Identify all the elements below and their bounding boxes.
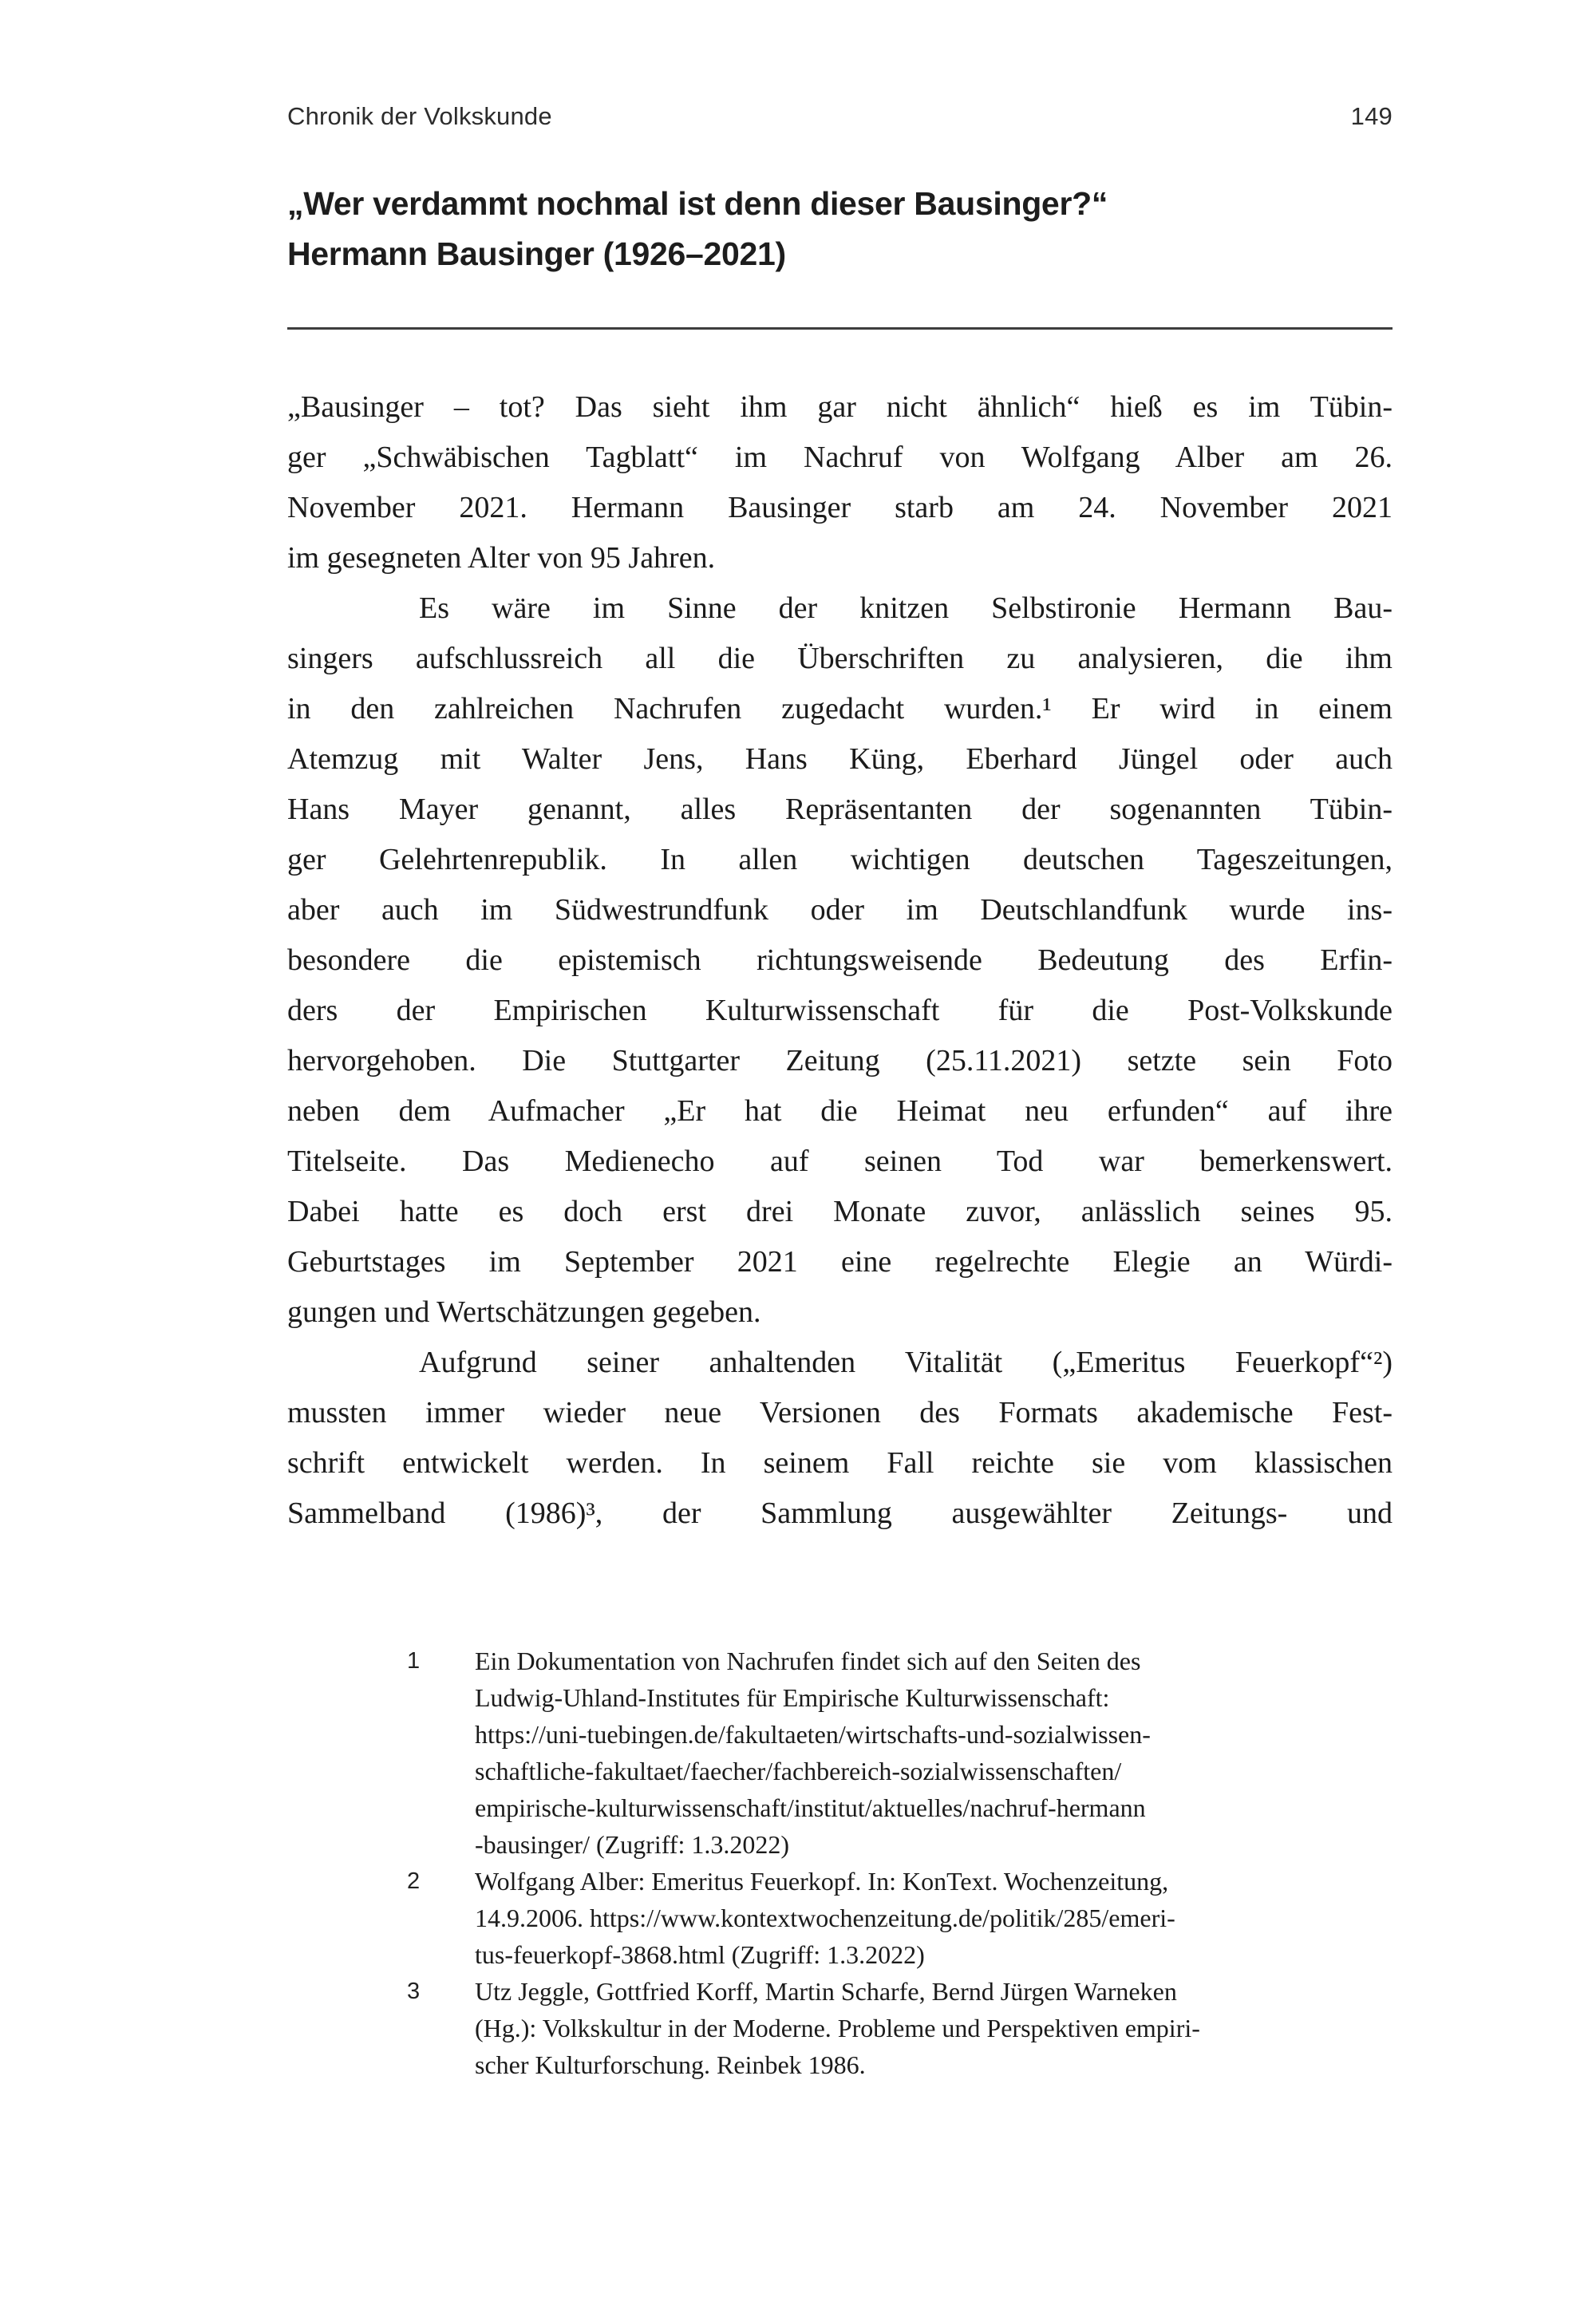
body-line: Geburtstages im September 2021 eine regelrechte Elegie an Würdi-: [287, 1245, 1393, 1279]
footnotes-section: [407, 1643, 1396, 2083]
body-line: hervorgehoben. Die Stuttgarter Zeitung (25.11.2021) setzte sein Foto: [287, 1044, 1393, 1077]
footnote-item: [407, 1643, 1396, 1863]
body-line: Sammelband (1986)³, der Sammlung ausgewählter Zeitungs- und: [287, 1497, 1393, 1530]
footnote-line: -bausinger/ (Zugriff: 1.3.2022): [475, 1830, 789, 1859]
body-line: „Bausinger – tot? Das sieht ihm gar nicht ähnlich“ hieß es im Tübin-: [287, 390, 1393, 424]
page-number: 149: [1350, 102, 1393, 130]
footnote-line: https://uni-tuebingen.de/fakultaeten/wirtschafts-und-sozialwissen-: [475, 1720, 1151, 1749]
footnote-text: [475, 1863, 1393, 1973]
body-line: singers aufschlussreich all die Überschriften zu analysieren, die ihm: [287, 642, 1393, 675]
body-text: [287, 382, 1393, 1539]
body-line: in den zahlreichen Nachrufen zugedacht wurden.¹ Er wird in einem: [287, 692, 1393, 726]
footnote-item: [407, 1863, 1396, 1973]
body-line: mussten immer wieder neue Versionen des Formats akademische Fest-: [287, 1396, 1393, 1429]
footnote-item: [407, 1973, 1396, 2083]
body-line: Aufgrund seiner anhaltenden Vitalität („Emeritus Feuerkopf“²): [419, 1346, 1393, 1379]
body-line: schrift entwickelt werden. In seinem Fall reichte sie vom klassischen: [287, 1446, 1393, 1480]
body-paragraph: [287, 382, 1393, 583]
body-line: Dabei hatte es doch erst drei Monate zuvor, anlässlich seines 95.: [287, 1195, 1393, 1228]
body-line: ger Gelehrtenrepublik. In allen wichtigen deutschen Tageszeitungen,: [287, 843, 1393, 876]
footnote-number: 1: [407, 1648, 421, 1674]
body-line: Es wäre im Sinne der knitzen Selbstironie Hermann Bau-: [419, 591, 1393, 625]
body-paragraph: [287, 1338, 1393, 1539]
footnote-text: [475, 1973, 1393, 2083]
title-separator-rule: [287, 327, 1393, 330]
footnote-line: Ein Dokumentation von Nachrufen findet sich auf den Seiten des: [475, 1647, 1141, 1675]
footnote-line: scher Kulturforschung. Reinbek 1986.: [475, 2050, 866, 2079]
chapter-title-line-1: „Wer verdammt nochmal ist denn dieser Bausinger?“: [287, 185, 1108, 222]
body-line: Hans Mayer genannt, alles Repräsentanten der sogenannten Tübin-: [287, 793, 1393, 826]
footnote-line: Utz Jeggle, Gottfried Korff, Martin Scharfe, Bernd Jürgen Warneken: [475, 1977, 1177, 2006]
footnote-line: schaftliche-fakultaet/faecher/fachbereich-sozialwissenschaften/: [475, 1757, 1122, 1785]
body-line: ger „Schwäbischen Tagblatt“ im Nachruf von Wolfgang Alber am 26.: [287, 441, 1393, 474]
chapter-title: [287, 179, 1393, 279]
body-line: ders der Empirischen Kulturwissenschaft für die Post-Volkskunde: [287, 994, 1393, 1027]
chapter-title-line-2: Hermann Bausinger (1926–2021): [287, 235, 786, 272]
body-paragraph: [287, 583, 1393, 1338]
footnote-number: 2: [407, 1868, 421, 1894]
footnote-number: 3: [407, 1979, 421, 2004]
body-line: besondere die epistemisch richtungsweisende Bedeutung des Erfin-: [287, 943, 1393, 977]
footnote-line: 14.9.2006. https://www.kontextwochenzeitung.de/politik/285/emeri-: [475, 1904, 1175, 1932]
footnote-line: tus-feuerkopf-3868.html (Zugriff: 1.3.2022): [475, 1940, 925, 1969]
body-line: Titelseite. Das Medienecho auf seinen Tod war bemerkenswert.: [287, 1145, 1393, 1178]
body-line: November 2021. Hermann Bausinger starb am 24. November 2021: [287, 491, 1393, 524]
footnote-line: Ludwig-Uhland-Institutes für Empirische Kulturwissenschaft:: [475, 1683, 1110, 1712]
body-line: im gesegneten Alter von 95 Jahren.: [287, 541, 716, 575]
running-head: Chronik der Volkskunde: [287, 102, 552, 130]
footnote-line: Wolfgang Alber: Emeritus Feuerkopf. In: KonText. Wochenzeitung,: [475, 1867, 1169, 1896]
body-line: Atemzug mit Walter Jens, Hans Küng, Eberhard Jüngel oder auch: [287, 742, 1393, 776]
footnote-text: [475, 1643, 1393, 1863]
footnote-line: (Hg.): Volkskultur in der Moderne. Probleme und Perspektiven empiri-: [475, 2014, 1200, 2042]
body-line: neben dem Aufmacher „Er hat die Heimat neu erfunden“ auf ihre: [287, 1094, 1393, 1128]
body-line: aber auch im Südwestrundfunk oder im Deutschlandfunk wurde ins-: [287, 893, 1393, 927]
footnote-line: empirische-kulturwissenschaft/institut/aktuelles/nachruf-hermann: [475, 1793, 1146, 1822]
page-header: [287, 102, 1393, 131]
body-line: gungen und Wertschätzungen gegeben.: [287, 1295, 761, 1329]
